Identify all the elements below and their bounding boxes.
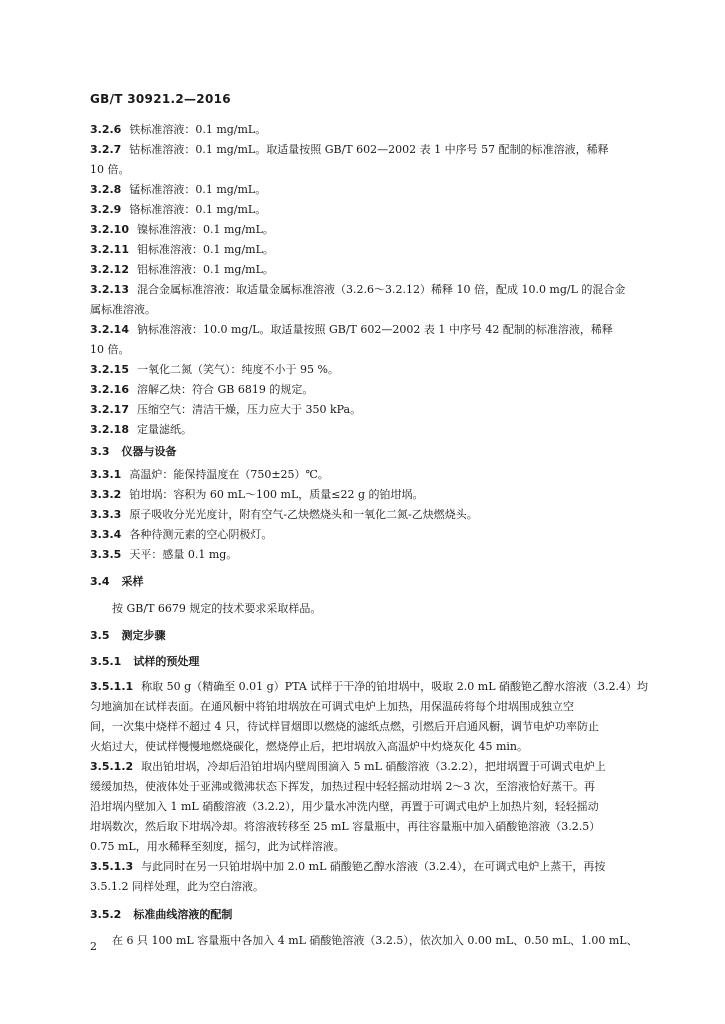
text-line xyxy=(90,360,339,380)
clause-text: 铂坩埚：容积为 60 mL～100 mL，质量≤22 g 的铂坩埚。 xyxy=(129,488,424,501)
clause-text: 锰标准溶液：0.1 mg/mL。 xyxy=(129,183,267,196)
clause-text: 钼标准溶液：0.1 mg/mL。 xyxy=(136,243,274,256)
clause-number: 3.4 xyxy=(90,575,110,588)
text-line xyxy=(90,320,613,340)
text-line xyxy=(90,140,609,160)
clause-number: 3.3 xyxy=(90,445,110,458)
clause-text: 在 6 只 100 mL 容量瓶中各加入 4 mL 硝酸铯溶液（3.2.5），依次加入 0.00 mL、0.50 mL、1.00 mL、 xyxy=(112,934,638,947)
section-heading xyxy=(90,626,166,646)
text-line xyxy=(90,757,606,777)
clause-text: 铝标准溶液：0.1 mg/mL。 xyxy=(136,263,274,276)
text-line xyxy=(90,380,313,400)
text-line xyxy=(90,817,600,837)
clause-number: 3.5.1 xyxy=(90,655,122,668)
clause-number: 3.2.11 xyxy=(90,243,129,256)
section-heading xyxy=(90,572,144,592)
clause-text: 一氧化二氮（笑气）：纯度不小于 95 %。 xyxy=(136,363,339,376)
clause-text: 取出铂坩埚，冷却后沿铂坩埚内壁周围滴入 5 mL 硝酸溶液（3.2.2），把坩埚置于可调式电炉上 xyxy=(141,760,606,773)
document-id: GB/T 30921.2—2016 xyxy=(90,92,231,106)
clause-text: 3.5.1.2 同样处理，此为空白溶液。 xyxy=(90,880,264,893)
text-line xyxy=(112,599,321,619)
text-line xyxy=(90,300,156,320)
clause-text: 镍标准溶液：0.1 mg/mL。 xyxy=(136,223,274,236)
clause-text: 溶解乙炔：符合 GB 6819 的规定。 xyxy=(136,383,314,396)
text-line xyxy=(90,737,528,757)
clause-number: 3.2.6 xyxy=(90,123,122,136)
text-line xyxy=(90,220,274,240)
clause-number: 3.5.2 xyxy=(90,908,122,921)
text-line xyxy=(90,525,272,545)
clause-number: 3.2.16 xyxy=(90,383,129,396)
clause-text: 采样 xyxy=(121,575,144,588)
section-heading xyxy=(90,442,177,462)
text-line xyxy=(90,837,345,857)
clause-text: 定量滤纸。 xyxy=(136,423,192,436)
text-line xyxy=(90,465,329,485)
clause-number: 3.3.2 xyxy=(90,488,122,501)
clause-text: 高温炉：能保持温度在（750±25）℃。 xyxy=(129,468,329,481)
clause-number: 3.2.7 xyxy=(90,143,122,156)
clause-text: 试样的预处理 xyxy=(133,655,200,668)
clause-text: 铬标准溶液：0.1 mg/mL。 xyxy=(129,203,267,216)
text-line xyxy=(90,797,599,817)
text-line xyxy=(90,200,266,220)
section-heading xyxy=(90,652,199,672)
clause-number: 3.2.10 xyxy=(90,223,129,236)
clause-text: 测定步骤 xyxy=(121,629,166,642)
clause-text: 缓缓加热，使液体处于亚沸或微沸状态下挥发，加热过程中轻轻摇动坩埚 2～3 次，至溶液恰好蒸干。再 xyxy=(90,780,595,793)
text-line xyxy=(90,120,266,140)
clause-text: 10 倍。 xyxy=(90,163,130,176)
clause-number: 3.5.1.2 xyxy=(90,760,134,773)
text-line xyxy=(90,240,274,260)
clause-text: 各种待测元素的空心阴极灯。 xyxy=(129,528,273,541)
clause-text: 匀地滴加在试样表面。在通风橱中将铂坩埚放在可调式电炉上加热，用保温砖将每个坩埚围成独立空 xyxy=(90,700,574,713)
page-number: 2 xyxy=(90,940,97,953)
text-line xyxy=(90,340,130,360)
text-line xyxy=(90,545,237,565)
clause-text: 坩埚数次，然后取下坩埚冷却。将溶液转移至 25 mL 容量瓶中，再往容量瓶中加入硝酸铯溶液（3.2.5） xyxy=(90,820,601,833)
text-line xyxy=(90,505,478,525)
text-line xyxy=(90,260,274,280)
text-line xyxy=(90,677,648,697)
clause-text: 沿坩埚内壁加入 1 mL 硝酸溶液（3.2.2），用少量水冲洗内壁，再置于可调式电炉上加热片刻，轻轻摇动 xyxy=(90,800,599,813)
clause-text: 10 倍。 xyxy=(90,343,130,356)
clause-number: 3.2.13 xyxy=(90,283,129,296)
clause-number: 3.5.1.3 xyxy=(90,860,134,873)
clause-text: 属标准溶液。 xyxy=(90,303,156,316)
clause-text: 原子吸收分光光度计，附有空气-乙炔燃烧头和一氧化二氮-乙炔燃烧头。 xyxy=(129,508,478,521)
clause-number: 3.5.1.1 xyxy=(90,680,134,693)
clause-number: 3.3.1 xyxy=(90,468,122,481)
text-line xyxy=(90,420,192,440)
text-line xyxy=(90,180,266,200)
text-line xyxy=(90,160,130,180)
clause-number: 3.2.9 xyxy=(90,203,122,216)
clause-text: 钴标准溶液：0.1 mg/mL。取适量按照 GB/T 602—2002 表 1 中序号 57 配制的标准溶液，稀释 xyxy=(129,143,609,156)
text-line xyxy=(112,931,638,951)
clause-number: 3.2.14 xyxy=(90,323,129,336)
clause-text: 压缩空气：清洁干燥，压力应大于 350 kPa。 xyxy=(136,403,362,416)
clause-text: 仪器与设备 xyxy=(121,445,177,458)
text-line xyxy=(90,777,595,797)
clause-text: 按 GB/T 6679 规定的技术要求采取样品。 xyxy=(112,602,322,615)
text-line xyxy=(90,697,574,717)
text-line xyxy=(90,400,361,420)
clause-text: 天平：感量 0.1 mg。 xyxy=(129,548,238,561)
text-line xyxy=(90,857,605,877)
text-line xyxy=(90,877,264,897)
clause-text: 铁标准溶液：0.1 mg/mL。 xyxy=(129,123,267,136)
clause-number: 3.3.5 xyxy=(90,548,122,561)
clause-number: 3.3.4 xyxy=(90,528,122,541)
clause-text: 0.75 mL，用水稀释至刻度，摇匀，此为试样溶液。 xyxy=(90,840,345,853)
text-line xyxy=(90,485,424,505)
clause-number: 3.2.15 xyxy=(90,363,129,376)
clause-number: 3.2.17 xyxy=(90,403,129,416)
clause-text: 称取 50 g（精确至 0.01 g）PTA 试样于干净的铂坩埚中，吸取 2.0 mL 硝酸铯乙醇水溶液（3.2.4）均 xyxy=(141,680,648,693)
clause-number: 3.2.8 xyxy=(90,183,122,196)
clause-text: 标准曲线溶液的配制 xyxy=(133,908,233,921)
clause-text: 火焰过大，使试样慢慢地燃烧碳化，燃烧停止后，把坩埚放入高温炉中灼烧灰化 45 min。 xyxy=(90,740,529,753)
text-line xyxy=(90,280,625,300)
section-heading xyxy=(90,905,232,925)
clause-number: 3.3.3 xyxy=(90,508,122,521)
text-line xyxy=(90,717,599,737)
clause-text: 间，一次集中烧样不超过 4 只，待试样冒烟即以燃烧的滤纸点燃，引燃后开启通风橱，调节电炉功率防止 xyxy=(90,720,599,733)
clause-number: 3.5 xyxy=(90,629,110,642)
clause-text: 与此同时在另一只铂坩埚中加 2.0 mL 硝酸铯乙醇水溶液（3.2.4），在可调式电炉上蒸干，再按 xyxy=(141,860,606,873)
clause-text: 混合金属标准溶液：取适量金属标准溶液（3.2.6～3.2.12）稀释 10 倍，配成 10.0 mg/L 的混合金 xyxy=(136,283,626,296)
clause-number: 3.2.18 xyxy=(90,423,129,436)
clause-number: 3.2.12 xyxy=(90,263,129,276)
clause-text: 钠标准溶液：10.0 mg/L。取适量按照 GB/T 602—2002 表 1 中序号 42 配制的标准溶液，稀释 xyxy=(136,323,613,336)
